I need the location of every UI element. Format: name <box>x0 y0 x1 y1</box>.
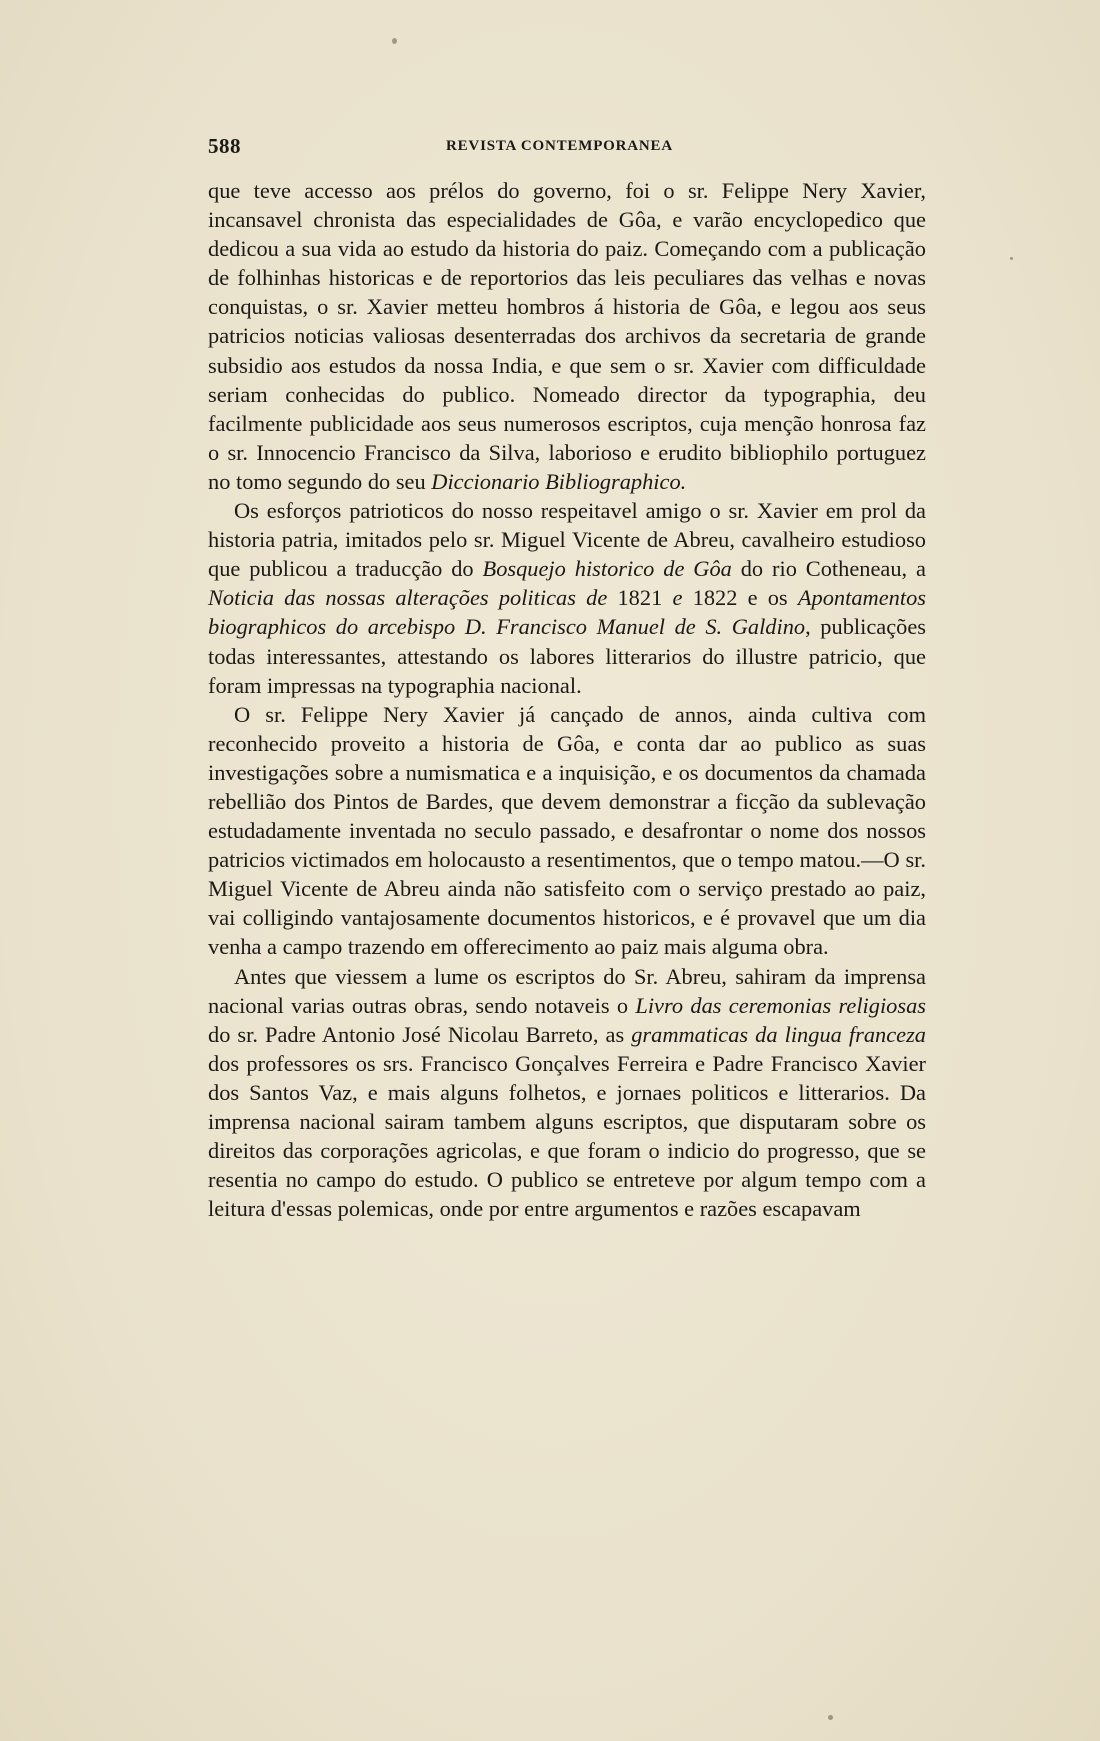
paragraph-text: 1821 <box>607 585 673 611</box>
paper-speck <box>392 38 397 44</box>
italic-title-text: Diccionario Bibliographico. <box>431 468 687 494</box>
italic-title-text: grammaticas da lingua franceza <box>631 1021 926 1047</box>
paragraph-text: dos professores os srs. Francisco Gonçalves Ferreira e Padre Francisco Xavier dos Santos Vaz, e mais alguns folhetos, e jornaes politicos e litterarios. Da imprensa nacional sairam tambem alguns escriptos, que disputaram sobre os direitos das corporações agricolas, e que foram o indicio do progresso, que se resentia no campo do estudo. O publico se entreteve por algum tempo com a leitura d'essas polemicas, onde por entre argumentos e razões escapavam <box>208 1050 926 1222</box>
paragraph <box>208 962 926 1224</box>
running-head: REVISTA CONTEMPORANEA <box>446 138 673 154</box>
italic-title-text: Apontamentos biographicos do arcebispo D. Francisco Manuel de S. Galdino <box>208 585 926 640</box>
paragraph <box>208 700 926 962</box>
paragraph-text: 1822 e os <box>682 585 798 611</box>
italic-title-text: Livro das ceremonias religiosas <box>635 992 926 1018</box>
page-number: 588 <box>208 134 241 158</box>
italic-title-text: Noticia das nossas alterações politicas de <box>208 585 608 611</box>
paragraph <box>208 496 926 700</box>
paper-speck <box>1010 257 1013 260</box>
paragraph-text: Antes que viessem a lume os escriptos do Sr. Abreu, sahiram da imprensa nacional varias outras obras, sendo notaveis o <box>208 963 926 1018</box>
paragraph-text: , publicações todas interessantes, attestando os labores litterarios do illustre patricio, que foram impressas na typographia nacional. <box>208 614 926 698</box>
paragraph <box>208 176 926 496</box>
paragraph-text: do sr. Padre Antonio José Nicolau Barreto, as <box>208 1021 632 1047</box>
italic-title-text: e <box>672 585 683 611</box>
paragraph-text: do rio Cotheneau, a <box>731 556 926 582</box>
paragraph-text: O sr. Felippe Nery Xavier já cançado de annos, ainda cultiva com reconhecido proveito a historia de Gôa, e conta dar ao publico as suas investigações sobre a numismatica e a inquisição, e os documentos da chamada rebellião dos Pintos de Bardes, que devem demonstrar a ficção da sublevação estudadamente inventada no seculo passado, e desafrontar o nome dos nossos patricios victimados em holocausto a resentimentos, que o tempo matou.—O sr. Miguel Vicente de Abreu ainda não satisfeito com o serviço prestado ao paiz, vai colligindo vantajosamente documentos historicos, e é provavel que um dia venha a campo trazendo em offerecimento ao paiz mais alguma obra. <box>208 701 926 960</box>
italic-title-text: Bosquejo historico de Gôa <box>482 556 732 582</box>
paragraph-text: que teve accesso aos prélos do governo, foi o sr. Felippe Nery Xavier, incansavel chronista das especialidades de Gôa, e varão encyclopedico que dedicou a sua vida ao estudo da historia do paiz. Começando com a publicação de folhinhas historicas e de reportorios das leis peculiares das velhas e novas conquistas, o sr. Xavier metteu hombros á historia de Gôa, e legou aos seus patricios noticias valiosas desenterradas dos archivos da secretaria de grande subsidio aos estudos da nossa India, e que sem o sr. Xavier com difficuldade seriam conhecidas do publico. Nomeado director da typographia, deu facilmente publicidade aos seus numerosos escriptos, cuja menção honrosa faz o sr. Innocencio Francisco da Silva, laborioso e erudito bibliophilo portuguez no tomo segundo do seu <box>208 178 926 494</box>
body-text <box>208 176 926 1223</box>
paper-speck <box>828 1715 833 1720</box>
page-header <box>208 134 926 164</box>
paragraph-text: Os esforços patrioticos do nosso respeitavel amigo o sr. Xavier em prol da historia patria, imitados pelo sr. Miguel Vicente de Abreu, cavalheiro estudioso que publicou a traducção do <box>208 498 926 582</box>
